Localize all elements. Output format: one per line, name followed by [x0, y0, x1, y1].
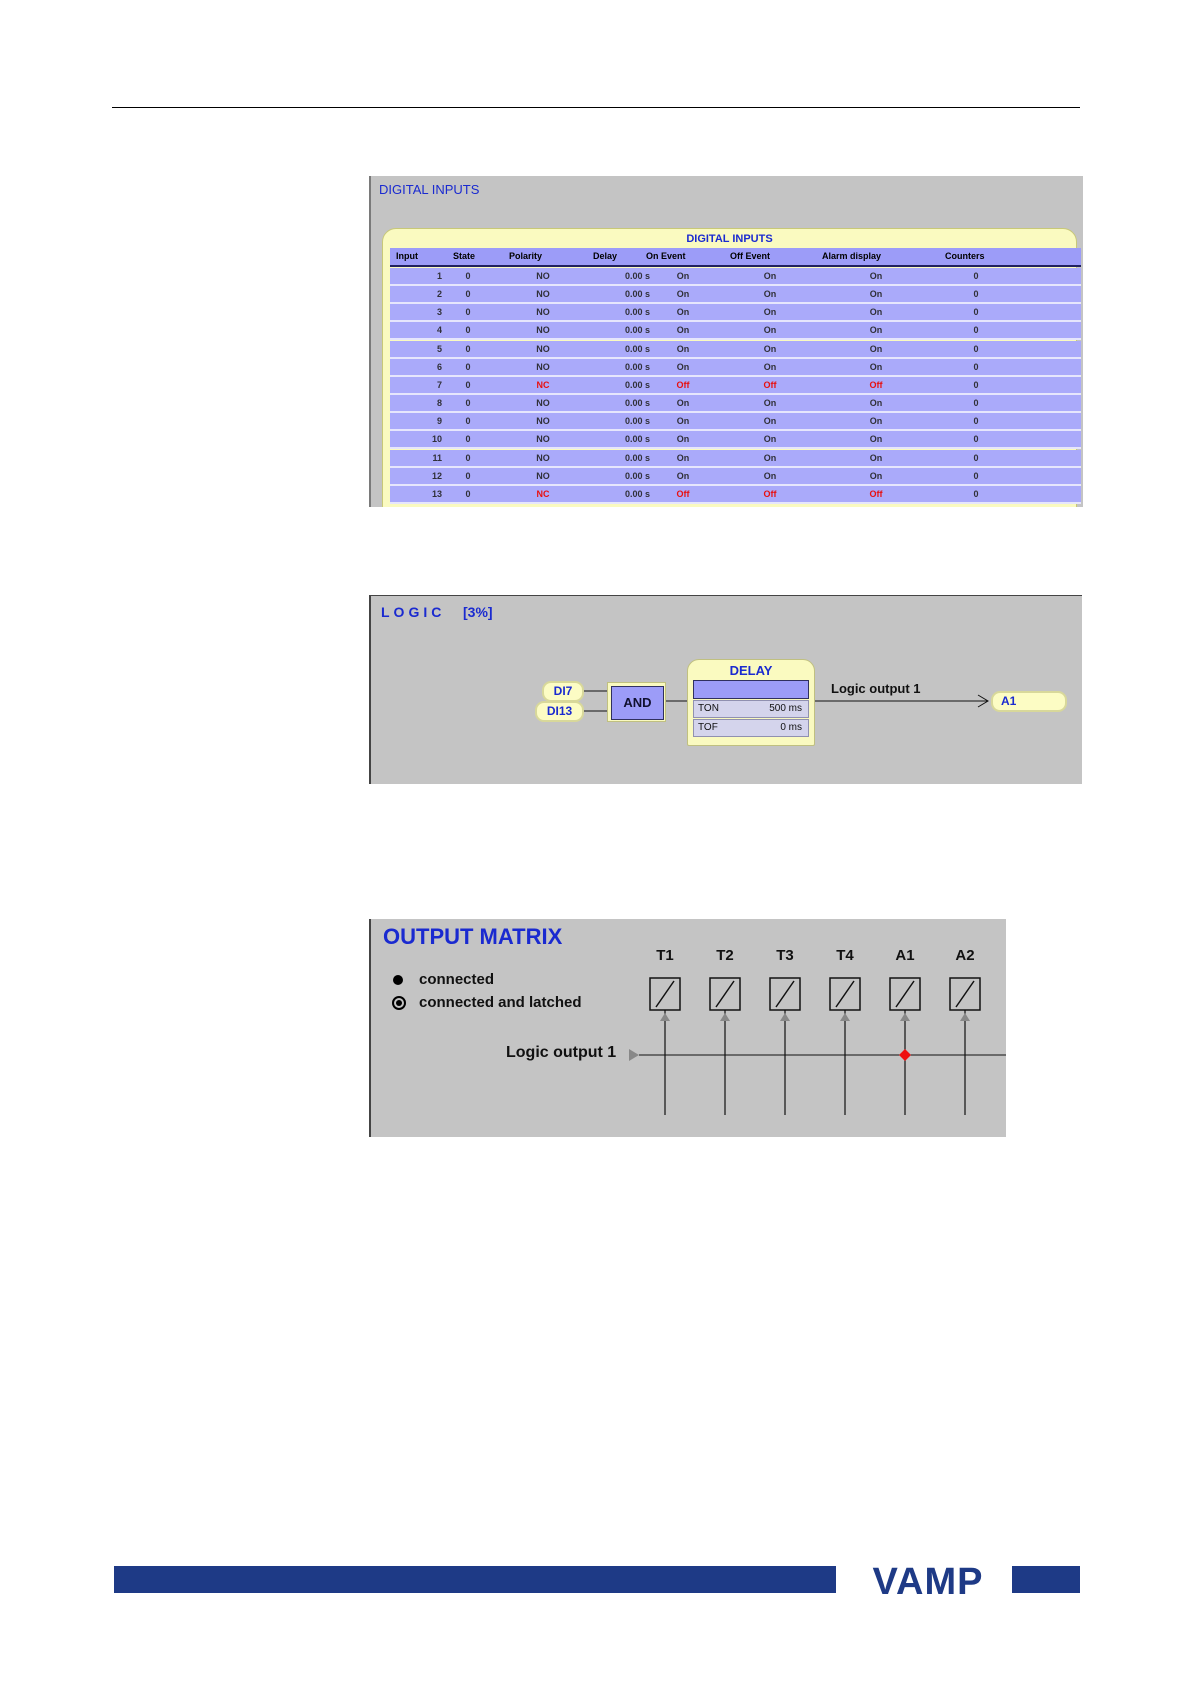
cell-counter: 0	[973, 452, 979, 463]
column-label-t3: T3	[776, 947, 794, 964]
tof-value: 0 ms	[780, 722, 802, 733]
delay-title: DELAY	[729, 663, 773, 678]
cell-input: 11	[432, 452, 442, 463]
cell-polarity: NO	[536, 271, 550, 281]
cell-alarm: On	[869, 416, 883, 427]
table-row[interactable]	[390, 413, 1081, 431]
table-row[interactable]	[390, 304, 1081, 322]
legend-latched-label: connected and latched	[419, 994, 582, 1011]
table-row[interactable]	[390, 286, 1081, 304]
cell-polarity: NO	[536, 325, 550, 336]
cell-alarm: Off	[869, 379, 883, 390]
column-arrow-icon	[840, 1013, 850, 1021]
cell-delay: 0.00 s	[624, 271, 650, 281]
cell-polarity: NC	[536, 379, 550, 390]
column-arrow-icon	[900, 1013, 910, 1021]
connection-marker-a1[interactable]	[899, 1049, 911, 1061]
cell-state: 0	[465, 271, 471, 281]
cell-delay: 0.00 s	[624, 398, 650, 409]
cell-on-event: On	[676, 289, 690, 300]
cell-polarity: NO	[536, 434, 550, 445]
cell-counter: 0	[973, 434, 979, 445]
cell-input: 7	[436, 379, 442, 390]
column-label-t2: T2	[716, 947, 734, 964]
column-label-t4: T4	[836, 947, 854, 964]
relay-contact-icon	[896, 981, 914, 1007]
ton-label: TON	[698, 703, 719, 714]
column-arrow-icon	[660, 1013, 670, 1021]
logic-panel	[369, 595, 1082, 784]
cell-on-event: On	[676, 325, 690, 336]
header-alarm-display: Alarm display	[822, 251, 882, 261]
table-row[interactable]	[390, 450, 1081, 468]
cell-delay: 0.00 s	[624, 379, 650, 390]
cell-alarm: On	[869, 289, 883, 300]
cell-delay: 0.00 s	[624, 470, 650, 481]
header-input: Input	[396, 251, 418, 261]
cell-counter: 0	[973, 379, 979, 390]
cell-counter: 0	[973, 343, 979, 354]
output-matrix-title: OUTPUT MATRIX	[383, 924, 563, 949]
relay-t4[interactable]	[830, 978, 860, 1115]
and-gate[interactable]	[607, 682, 666, 722]
delay-tof-row[interactable]	[693, 719, 809, 737]
cell-off-event: On	[763, 452, 777, 463]
relay-contact-icon	[956, 981, 974, 1007]
cell-polarity: NC	[536, 488, 550, 499]
cell-polarity: NO	[536, 398, 550, 409]
output-matrix-grid	[371, 919, 1006, 1137]
relay-a2[interactable]	[950, 978, 980, 1115]
cell-state: 0	[465, 325, 471, 336]
logic-input-di7[interactable]: DI7	[542, 681, 584, 702]
cell-polarity: NO	[536, 452, 550, 463]
header-polarity: Polarity	[509, 251, 543, 261]
column-arrow-icon	[780, 1013, 790, 1021]
cell-input: 4	[436, 325, 442, 336]
column-arrow-icon	[960, 1013, 970, 1021]
cell-delay: 0.00 s	[624, 289, 650, 300]
table-row[interactable]	[390, 431, 1081, 449]
table-row[interactable]	[390, 468, 1081, 486]
logic-input-di13[interactable]: DI13	[535, 701, 584, 722]
cell-input: 9	[436, 416, 442, 427]
table-row[interactable]	[390, 486, 1081, 504]
ton-value: 500 ms	[769, 703, 802, 714]
cell-state: 0	[465, 343, 471, 354]
cell-input: 2	[436, 289, 442, 300]
table-row[interactable]	[390, 341, 1081, 359]
cell-delay: 0.00 s	[624, 343, 650, 354]
vamp-logo	[848, 1561, 1008, 1599]
digital-inputs-panel	[369, 176, 1083, 507]
legend-connected-label: connected	[419, 971, 495, 988]
cell-alarm: On	[869, 398, 883, 409]
cell-state: 0	[465, 452, 471, 463]
cell-input: 5	[436, 343, 442, 354]
cell-counter: 0	[973, 289, 979, 300]
matrix-row-label: Logic output 1	[506, 1044, 617, 1061]
relay-t2[interactable]	[710, 978, 740, 1115]
cell-on-event: On	[676, 416, 690, 427]
column-label-a1: A1	[895, 947, 915, 964]
svg-text:VAMP: VAMP	[872, 1561, 984, 1599]
cell-input: 10	[431, 434, 442, 445]
cell-input: 1	[436, 271, 442, 281]
column-label-t1: T1	[656, 947, 674, 964]
cell-polarity: NO	[536, 289, 550, 300]
cell-polarity: NO	[536, 416, 550, 427]
digital-inputs-table-title: DIGITAL INPUTS	[686, 233, 773, 245]
cell-polarity: NO	[536, 343, 550, 354]
cell-state: 0	[465, 470, 471, 481]
cell-alarm: Off	[869, 488, 883, 499]
cell-polarity: NO	[536, 361, 550, 372]
cell-delay: 0.00 s	[624, 452, 650, 463]
header-counters: Counters	[945, 251, 985, 261]
cell-delay: 0.00 s	[624, 434, 650, 445]
cell-state: 0	[465, 398, 471, 409]
relay-t3[interactable]	[770, 978, 800, 1115]
table-row[interactable]	[390, 359, 1081, 377]
relay-contact-icon	[716, 981, 734, 1007]
cell-on-event: On	[676, 343, 690, 354]
cell-off-event: On	[763, 271, 777, 281]
cell-off-event: On	[763, 361, 777, 372]
cell-input: 12	[431, 470, 442, 481]
cell-state: 0	[465, 307, 471, 318]
cell-off-event: On	[763, 434, 777, 445]
cell-counter: 0	[973, 416, 979, 427]
row-arrow-icon	[629, 1049, 639, 1061]
cell-delay: 0.00 s	[624, 325, 650, 336]
cell-on-event: On	[676, 398, 690, 409]
cell-on-event: On	[676, 470, 690, 481]
cell-alarm: On	[869, 325, 883, 336]
delay-header-bar	[693, 680, 809, 699]
footer-bar-left	[114, 1566, 836, 1593]
header-on-event: On Event	[646, 251, 686, 261]
header-off-event: Off Event	[730, 251, 771, 261]
cell-alarm: On	[869, 271, 883, 281]
cell-counter: 0	[973, 271, 979, 281]
table-row[interactable]	[390, 395, 1081, 413]
cell-counter: 0	[973, 488, 979, 499]
and-gate-label: AND	[611, 686, 664, 720]
relay-contact-icon	[656, 981, 674, 1007]
cell-off-event: On	[763, 416, 777, 427]
cell-state: 0	[465, 434, 471, 445]
cell-state: 0	[465, 488, 471, 499]
cell-state: 0	[465, 379, 471, 390]
cell-off-event: On	[763, 470, 777, 481]
cell-state: 0	[465, 289, 471, 300]
cell-counter: 0	[973, 361, 979, 372]
cell-on-event: On	[676, 434, 690, 445]
cell-off-event: Off	[763, 379, 777, 390]
cell-off-event: On	[763, 289, 777, 300]
table-row[interactable]	[390, 377, 1081, 395]
cell-off-event: Off	[763, 488, 777, 499]
tof-label: TOF	[698, 722, 718, 733]
cell-input: 3	[436, 307, 442, 318]
header-rule	[112, 107, 1080, 108]
column-arrow-icon	[720, 1013, 730, 1021]
column-label-a2: A2	[955, 947, 975, 964]
cell-off-event: On	[763, 307, 777, 318]
cell-delay: 0.00 s	[624, 307, 650, 318]
header-state: State	[453, 251, 476, 261]
cell-counter: 0	[973, 307, 979, 318]
cell-off-event: On	[763, 398, 777, 409]
cell-alarm: On	[869, 470, 883, 481]
cell-delay: 0.00 s	[624, 361, 650, 372]
relay-t1[interactable]	[650, 978, 680, 1115]
digital-inputs-header-row	[390, 248, 1081, 267]
cell-on-event: Off	[676, 379, 690, 390]
cell-input: 8	[436, 398, 442, 409]
cell-on-event: On	[676, 271, 690, 281]
cell-counter: 0	[973, 470, 979, 481]
cell-counter: 0	[973, 398, 979, 409]
cell-state: 0	[465, 361, 471, 372]
cell-on-event: On	[676, 452, 690, 463]
cell-delay: 0.00 s	[624, 416, 650, 427]
logic-title: LOGIC	[381, 604, 446, 620]
cell-on-event: Off	[676, 488, 690, 499]
cell-on-event: On	[676, 361, 690, 372]
relay-contact-icon	[836, 981, 854, 1007]
cell-alarm: On	[869, 434, 883, 445]
cell-state: 0	[465, 416, 471, 427]
cell-on-event: On	[676, 307, 690, 318]
digital-inputs-panel-title: DIGITAL INPUTS	[379, 182, 480, 197]
cell-input: 13	[431, 488, 442, 499]
logic-usage: [3%]	[463, 604, 493, 620]
cell-alarm: On	[869, 452, 883, 463]
relay-contact-icon	[776, 981, 794, 1007]
cell-input: 6	[436, 361, 442, 372]
table-row[interactable]	[390, 322, 1081, 340]
cell-off-event: On	[763, 343, 777, 354]
cell-alarm: On	[869, 343, 883, 354]
cell-alarm: On	[869, 361, 883, 372]
logic-output-target[interactable]: A1	[991, 691, 1067, 712]
table-row[interactable]	[390, 268, 1081, 286]
cell-polarity: NO	[536, 307, 550, 318]
cell-polarity: NO	[536, 470, 550, 481]
delay-ton-row[interactable]	[693, 700, 809, 718]
delay-block[interactable]	[687, 659, 815, 746]
logic-output-label: Logic output 1	[831, 681, 921, 696]
relay-a1[interactable]	[890, 978, 920, 1115]
header-delay: Delay	[593, 251, 618, 261]
cell-delay: 0.00 s	[624, 488, 650, 499]
footer-bar-right	[1012, 1566, 1080, 1593]
cell-counter: 0	[973, 325, 979, 336]
cell-off-event: On	[763, 325, 777, 336]
output-matrix-panel	[369, 919, 1006, 1137]
cell-alarm: On	[869, 307, 883, 318]
